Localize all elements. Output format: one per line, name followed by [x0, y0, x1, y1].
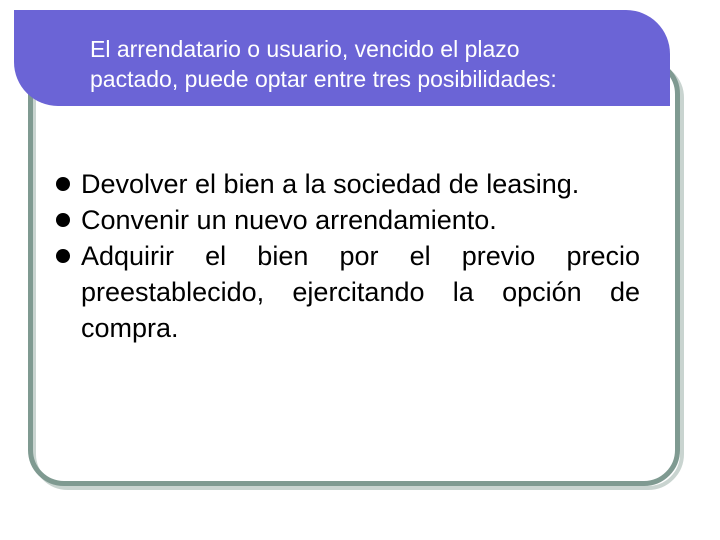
bullet-list [56, 166, 640, 346]
title-line-1: El arrendatario o usuario, vencido el plazo [90, 36, 520, 62]
bullet-text: Convenir un nuevo arrendamiento. [81, 205, 497, 235]
bullet-text: Devolver el bien a la sociedad de leasing. [81, 169, 580, 199]
slide-title [90, 34, 670, 94]
bullet-item-new-lease [56, 202, 640, 238]
bullet-text: Adquirir el bien por el previo precio preestablecido, ejercitando la opción de compra. [81, 241, 640, 343]
title-bar [14, 10, 670, 106]
bullet-dot-icon [56, 177, 70, 191]
bullet-dot-icon [56, 249, 70, 263]
title-line-2: pactado, puede optar entre tres posibilidades: [90, 66, 557, 92]
bullet-dot-icon [56, 213, 70, 227]
bullet-item-return-asset [56, 166, 640, 202]
bullet-item-purchase-option [56, 238, 640, 346]
